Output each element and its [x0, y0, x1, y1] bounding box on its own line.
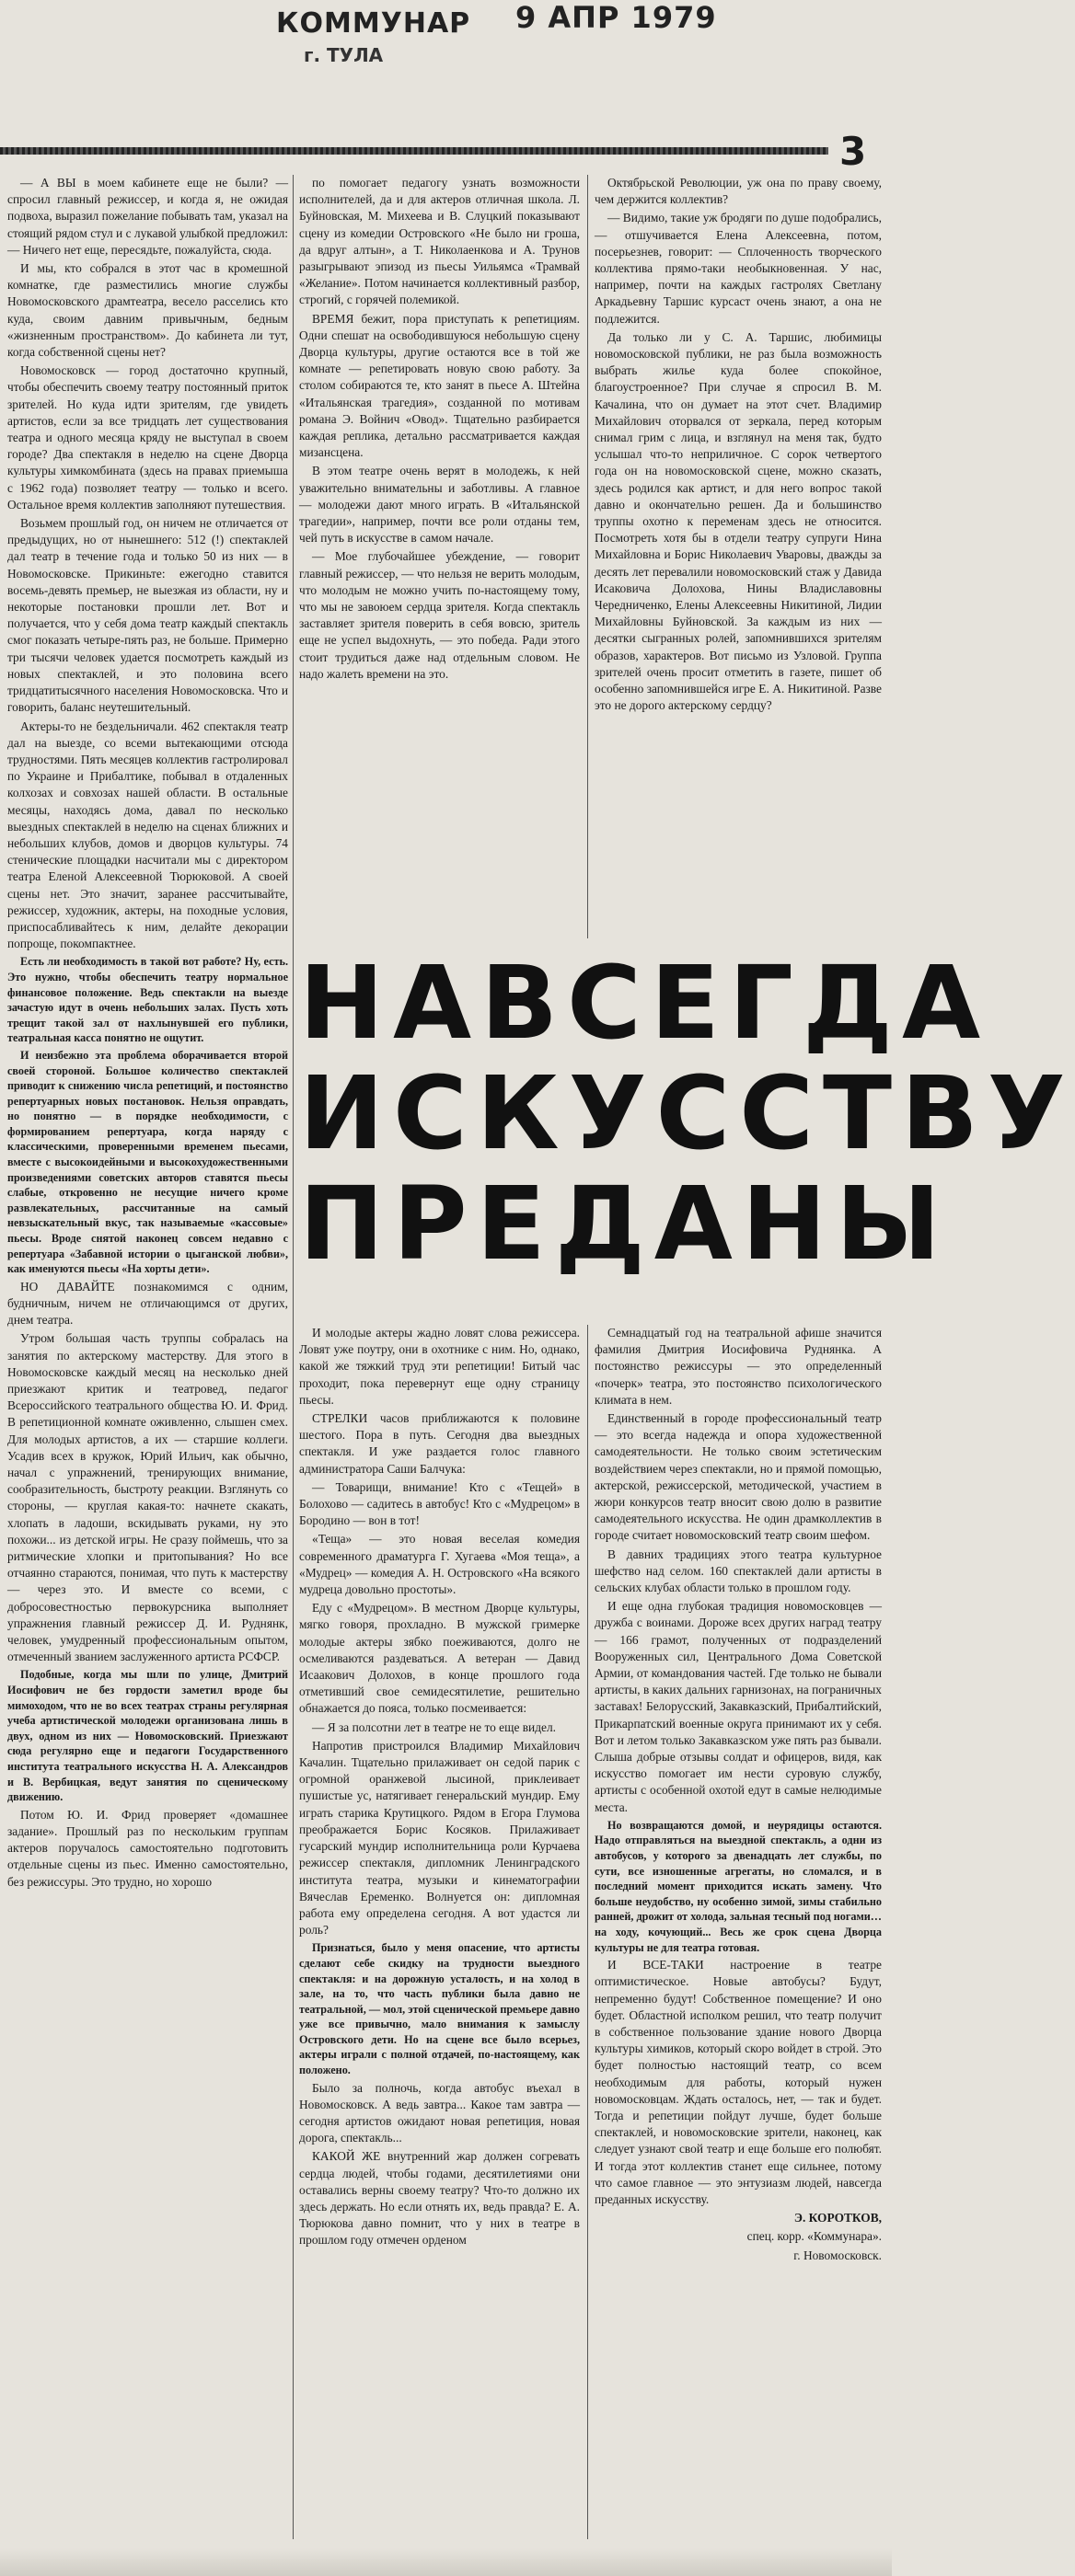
paragraph: Семнадцатый год на театральной афише значится фамилия Дмитрия Иосифовича Руднянка. А постоянство режиссуры — это определенный «почерк» театра, это постоянство психологического климата в нем. [595, 1326, 882, 1407]
bold-paragraph: Есть ли необходимость в такой вот работе? Ну, есть. Это нужно, чтобы обеспечить театру нормальное финансовое положение. Ведь спектакли на выезде зачастую идут в очень небольших залах. Пусть хоть трещит такой зал от нахлынувшей его публики, театральная касса понятно не ощутит. [7, 955, 288, 1045]
column-divider [293, 175, 294, 2539]
paragraph: — Товарищи, внимание! Кто с «Тещей» в Болохово — садитесь в автобус! Кто с «Мудрецом» в Бородино — вон в тот! [299, 1479, 580, 1528]
city-label: г. ТУЛА [304, 44, 384, 66]
clipping-header [0, 0, 892, 138]
column-2-top [299, 175, 580, 938]
paragraph: В этом театре очень верят в молодежь, к ней уважительно внимательны и заботливы. А главное — молодежи дают много играть. В «Итальянской трагедии», например, почти все роли отданы тем, чей путь в искусстве в самом начале. [299, 464, 580, 546]
date-stamp: 9 АПР 1979 [515, 0, 717, 35]
paragraph: Было за полночь, когда автобус въехал в Новомосковск. А ведь завтра... Какое там завтра — сегодня артистов ожидают новая репетиция, новая дорога, спектакль... [299, 2080, 580, 2145]
bold-paragraph: Признаться, было у меня опасение, что артисты сделают себе скидку на трудности выездного спектакля: и на дорожную усталость, и на холод в зале, на то, что часть публики была давно не театральной, — мол, этой сценической премьере давно уже все привычно, мало внимания к замыслу Островского дети. Но на сцене все было всерьез, актеры играли с полной отдачей, по-настоящему, как положено. [299, 1941, 580, 2077]
paragraph: Новомосковск — город достаточно крупный, чтобы обеспечить своему театру постоянный приток зрителей. Но куда идти зрителям, где увидеть артистов, если за все тридцать лет существования театра и одного месяца кряду не выступал в своем городе? Два спектакля в неделю на сцене Дворца культуры химкомбината (здесь на правах приемыша с 1962 года) позволяет театру — только и всего. Остальное время коллектив заполняют путешествия. [7, 363, 288, 512]
masthead: КОММУНАР [276, 7, 471, 40]
paragraph: Потом Ю. И. Фрид проверяет «домашнее задание». Прошлый раз по нескольким группам актеров поручалось самостоятельно подготовить отдельные сцены из пьес. Именно самостоятельно, без режиссуры. Это трудно, но хорошо [7, 1807, 288, 1889]
column-2-bottom [299, 1325, 580, 2539]
paragraph: ВРЕМЯ бежит, пора приступать к репетициям. Одни спешат на освободившуюся небольшую сцену Дворца культуры, другие остаются все в той же комнате — репетировать новую свою работу. За столом собираются те, кто занят в пьесе А. Штейна «Итальянская трагедия», созданной по мотивам романа Э. Войнич «Овод». Тщательно разбирается каждая реплика, детально рассматривается каждая мизансцена. [299, 311, 580, 460]
paragraph: Утром большая часть труппы собралась на занятия по актерскому мастерству. Для этого в Новомосковске каждый месяц на несколько дней приезжают критик и театровед, педагог Всероссийского театрального общества Ю. И. Фрид. В репетиционной комнате оживленно, слышен смех. Для молодых артистов, а их — старшие коллеги. Усадив всех в кружок, Юрий Ильич, как обычно, начал с упражнений, тренирующих внимание, сообразительность, быстроту реакции. Взглянуть со стороны, — круглая какая-то: начнете скакать, хлопать в ладоши, вскидывать руками, ну это похожи... из детской игры. Не сразу поймешь, что за ритмические хлопки и притопывания? Но все отчаянно стараются, понимая, что путь к мастерству — через это. И вместе со всеми, с добросовестностью первокурсника выполняет упражнения главный режиссер Д. И. Руднянк, человек, умудренный профессиональным опытом, отмеченный званием заслуженного артиста РСФСР. [7, 1331, 288, 1664]
headline-line: ИСКУССТВУ [299, 1054, 1075, 1172]
paragraph: Еду с «Мудрецом». В местном Дворце культуры, мягко говоря, прохладно. В мужской гримерке молодые актеры зябко поеживаются, долго не осмеливаются раздеваться. А ветеран — Давид Исаакович Долохов, в конце прошлого года отметивший свое семидесятилетие, решительно обнажается до пояса, только посмеивается: [299, 1601, 580, 1716]
paragraph: Напротив пристроился Владимир Михайлович Качалин. Тщательно прилаживает он седой парик с огромной оранжевой лысиной, приклеивает пушистые ус, натягивает генеральский мундир. Ему играть старика Крутицкого. Рядом в Егора Глумова преображается Борис Косяков. Прилаживает гусарский мундир исполнительница роли Курчаева режиссер спектакля, дипломник Ленинградского института театра, музыки и кинематографии Вячеслав Еременко. Волнуется он: дипломная работа ему определена сегодня. А вот удастся ли роль? [299, 1738, 580, 1938]
author-role: спец. корр. «Коммунара». [746, 2229, 882, 2244]
bold-paragraph: Но возвращаются домой, и неурядицы остаются. Надо отправляться на выездной спектакль, а одни из автобусов, у которого за двенадцать лет службы, по сути, все изношенные агрегаты, но сломался, и в последний момент приходится искать замену. Что больше неудобство, ну особенно зимой, зимы стабильно ранней, дрожит от холода, зальная тесный под ногами… на ходу, кочующий... Весь же срок сцена Дворца культуры не для театра готовая. [595, 1818, 882, 1954]
paper-edge [0, 2548, 892, 2576]
column-1 [7, 175, 288, 2539]
column-3-bottom [595, 1325, 882, 2539]
top-rule [0, 147, 828, 155]
paragraph: — А ВЫ в моем кабинете еще не были? — спросил главный режиссер, и когда я, не ожидая подвоха, выразил пожелание побывать там, указал на стоящий рядом стул и с лукавой улыбкой предложил: — Ничего нет еще, пересядьте, пожалуйста, сюда. [7, 176, 288, 257]
paragraph: СТРЕЛКИ часов приближаются к половине шестого. Пора в путь. Сегодня два выездных спектакля. И уже раздается голос главного администратора Саши Балчука: [299, 1411, 580, 1476]
column-3-top [595, 175, 882, 938]
page-number: 3 [839, 129, 867, 174]
bold-paragraph: Подобные, когда мы шли по улице, Дмитрий Иосифович не без гордости заметил вроде бы мимоходом, что не во всех театрах страны регулярная учеба артистической молодежи организована лишь в двух, одном из них — Новомосковский. Приезжают сюда регулярно еще и педагоги Государственного института театрального искусства Н. А. Александров и В. Вербицкая, ведут занятия по сценическому движению. [7, 1668, 288, 1804]
paragraph: И еще одна глубокая традиция новомосковцев — дружба с воинами. Дороже всех других наград театру — 166 грамот, полученных от подразделений Вооруженных сил, Центрального Дома Советской Армии, от командования частей. Где только не бывали артисты, в каких дальних гарнизонах, на пограничных заставах! Белорусский, Закавказский, Прибалтийский, Прикарпатский военные округа принимают их у себя. Вот и летом только Закавказском уже пять раз бывали. Слыша добрые отзывы солдат и офицеров, видя, как искусство помогает им нести суровую службу, артисты с особенной охотой едут в самые нелюдимые места. [595, 1599, 882, 1814]
paragraph: по помогает педагогу узнать возможности исполнителей, да и для актеров отличная школа. Л. Буйновская, М. Михеева и В. Слуцкий показывают сцену из комедии Островского «Не было ни гроша, да вдруг алтын», а Т. Николаенкова и А. Трунов разыгрывают эпизод из пьесы Уильямса «Трамвай «Желание». Потом начинается коллективный разбор, строгий, с горячей полемикой. [299, 176, 580, 307]
column-divider [587, 175, 588, 938]
paragraph: НО ДАВАЙТЕ познакомимся с одним, будничным, ничем не отличающимся от других, днем театра. [7, 1279, 288, 1328]
author-name: Э. КОРОТКОВ, [793, 2211, 882, 2225]
headline-line: НАВСЕГДА [299, 944, 990, 1062]
paragraph: И ВСЕ-ТАКИ настроение в театре оптимистическое. Новые автобусы? Будут, непременно будут! Собственное помещение? И оно будет. Областной исполком решил, что театр получит в собственное пользование здание нового Дворца культуры химиков, который скоро войдет в строй. Это будет полностью настоящий театр, со всем необходимым для работы, который нужен новомосковцам. Ждать осталось, нет, — так и будет. Тогда и репетиции пойдут лучше, будет больше спектаклей, и новомосковские зрители, наконец, как следует узнают свой театр и еще больше его полюбят. И тогда этот коллектив станет еще сильнее, потому что самое главное — это энтузиазм людей, навсегда преданных искусству. [595, 1958, 882, 2207]
paragraph: «Теща» — это новая веселая комедия современного драматурга Г. Хугаева «Моя теща», а «Мудрец» — комедия А. Н. Островского «На всякого мудреца довольно простоты». [299, 1532, 580, 1597]
paragraph: В давних традициях этого театра культурное шефство над селом. 160 спектаклей дали артисты в сельских клубах области только в прошлом году. [595, 1547, 882, 1595]
paragraph: И молодые актеры жадно ловят слова режиссера. Ловят уже поутру, они в охотнике с ним. Но, однако, какой же тяжкий труд эти репетиции! Битый час проходит, пока перевернут еще одну страницу пьесы. [299, 1326, 580, 1407]
paragraph: Возьмем прошлый год, он ничем не отличается от предыдущих, но от нынешнего: 512 (!) спектаклей дал театр в течение года и только 50 из них — в Новомосковске. Прикиньте: ежегодно ставится восемь-девять премьер, не выезжая из области, ну и некоторые постановки прошли лет. Вот и получается, что у себя дома театр каждый спектакль смог показать четыре-пять раз, не больше. Примерно три тысячи человек удается посмотреть каждый из новых спектаклей, и это половина всего тридцатитысячного населения Новомосковска. Что и говорить, баланс неутешительный. [7, 516, 288, 715]
headline-line: ПРЕДАНЫ [299, 1165, 950, 1282]
bold-paragraph: И неизбежно эта проблема оборачивается второй своей стороной. Большое количество спектаклей приводит к снижению числа репетиций, и постоянство репертуарных новых постановок. Нельзя оправдать, но понятно — в порядке необходимости, с формированием репертуара, когда наряду с классическими, проверенными временем пьесами, вместе с высокоидейными и высокохудожественными произведениями советских авторов ставятся пьесы слабые, откровенно не несущие ничего кроме развлекательных, рассчитанные на самый невзыскательный вкус, так называемые «кассовые» пьесы. Вроде снятой наконец совсем недавно с репертуара «Забавной истории о цыганской любви», как именуются пьесы «На хорты дети». [7, 1048, 288, 1276]
paragraph: КАКОЙ ЖЕ внутренний жар должен согревать сердца людей, чтобы годами, десятилетиями они оставались верны своему театру? Что-то должно их здесь держать. Но если отнять их, ведь правда? Е. А. Тюрюкова давно помнит, что у них в театре в прошлом году отмечен орденом [299, 2149, 580, 2248]
column-divider [587, 1325, 588, 2539]
headline [299, 944, 1075, 1306]
paragraph: И мы, кто собрался в этот час в кромешной комнатке, где разместились многие службы Новомосковского драмтеатра, весело расселись кто куда, своим давним привычным, бедным «жизненным пространством». До кабинета ли тут, когда собственной сцены нет? [7, 261, 288, 360]
paragraph: Единственный в городе профессиональный театр — это всегда надежда и опора художественной самодеятельности. Не только своим эстетическим воздействием через спектакли, но и прямой помощью, актерской, режиссерской, методической, участием в жюри конкурсов театр вносит свою долю в развитие самодеятельного искусства. Не один драмколлектив в городе считает новомосковский театр своим шефом. [595, 1411, 882, 1543]
paragraph: — Я за полсотни лет в театре не то еще видел. [312, 1719, 557, 1734]
paragraph: — Мое глубочайшее убеждение, — говорит главный режиссер, — что нельзя не верить молодым, что молодым не можно учить по-настоящему тому, что мы не завоюем сердца зрителя. Когда спектакль заставляет зрителя поверить в себя вовсю, зритель еще не успел выдохнуть, — это победа. Ради этого стоит трудиться даже над отдельным словом. Не надо жалеть времени на это. [299, 549, 580, 681]
paragraph: — Видимо, такие уж бродяги по душе подобрались, — отшучивается Елена Алексеевна, потом, посерьезнев, говорит: — Сплоченность творческого коллектива прямо-таки необыкновенная. У нас, например, почти на каждых гастролях Светлану Аркадьевну Таршис курсаст очень знают, а она не подлежится. [595, 211, 882, 326]
author-place: г. Новомосковск. [793, 2248, 882, 2262]
paragraph: Октябрьской Революции, уж она по праву своему, чем держится коллектив? [595, 176, 882, 207]
paragraph: Актеры-то не бездельничали. 462 спектакля театр дал на выезде, со всеми вытекающими отсюда трудностями. Пять месяцев коллектив гастролировал по Украине и Прибалтике, побывал в отдаленных колхозах и совхозах нашей области. В остальные месяцы, находясь дома, давал по несколько выездных спектаклей в неделю на сценах ближних и небольших клубов, домов и дворцов культуры. 74 стенические площадки насчитали мы с директором театра Еленой Алексеевной Тюрюковой. А своей сцены нет. Это значит, заранее рассчитывайте, режиссер, художник, актеры, на походные условия, приспосабливайтесь к ним, делайте декорации попроще, покомпактнее. [7, 719, 288, 951]
paragraph: Да только ли у С. А. Таршис, любимицы новомосковской публики, не раз была возможность выбрать жилье куда более спокойное, благоустроенное? При случае я спросил В. М. Качалина, что он думает на этот счет. Владимир Михайлович оторвался от зеркала, перед которым снимал грим с лица, и взглянул на меня так, будто услышал что-то неприличное. С сорок четвертого года он на новомосковской сцене, можно сказать, здесь родился как артист, и для него вопрос такой давно и окончательно решен. Да и большинство труппы охотно к переменам здесь не относится. Посмотреть хотя бы в отдели театру супруги Нина Михайловна и Борис Николаевич Уваровы, дважды за десять лет перевалили новомосковский стаж у Давида Исаковича Долохова, Нины Владиславовны Чередниченко, Елены Алексеевны Никитиной, Лидии Михайловны Буйновской. За каждым из них — десятки сыгранных ролей, запомнившихся зрителям образов, характеров. Вот письмо из Узловой. Группа зрителей очень просит отметить в газете, пишет об особенно запомнившейся игре Е. А. Никитиной. Разве это не дорого актерскому сердцу? [595, 329, 882, 713]
